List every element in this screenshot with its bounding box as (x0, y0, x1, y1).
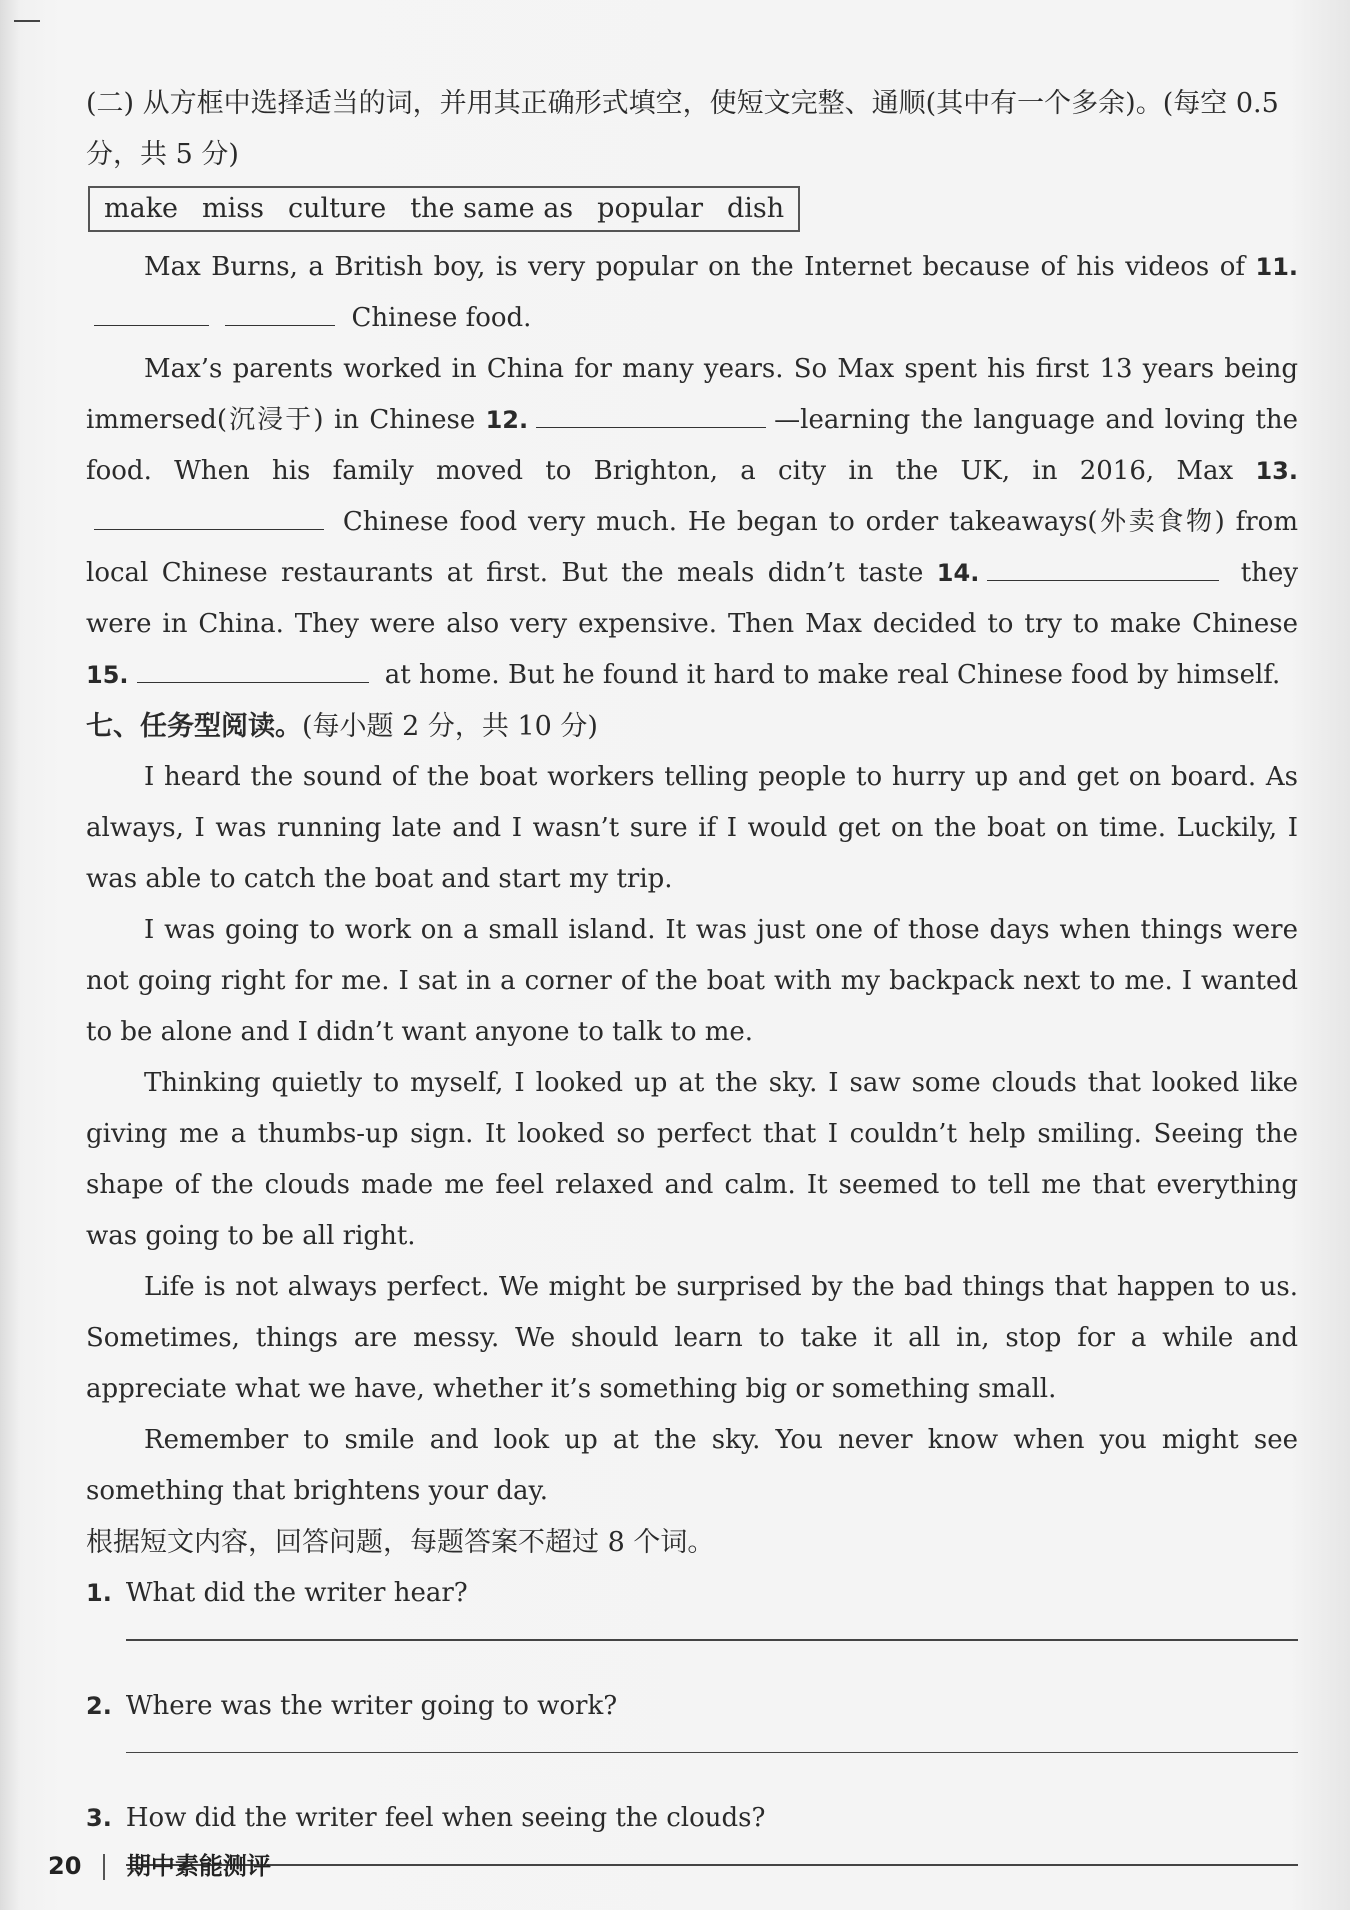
blank-number-14: 14. (936, 559, 980, 587)
cloze-text: they were in China. They were also very expensive. Then Max decided to try to make Chinese (86, 558, 1299, 639)
answer-line-1[interactable] (126, 1639, 1298, 1641)
cloze-text: —learning the language and loving the food. When his family moved to Brighton, a city in the UK, in 2016, Max (86, 405, 1299, 486)
answer-line-3[interactable] (126, 1864, 1298, 1866)
reading-paragraph: Life is not always perfect. We might be surprised by the bad things that happen to us. Sometimes, things are messy. We should learn to take it all in, stop for a while and appreciate what we have, whether it’s something big or something small. (86, 1272, 1298, 1404)
answer-blank-12[interactable] (536, 397, 766, 428)
reading-paragraph: Remember to smile and look up at the sky. You never know when you might see something that brightens your day. (86, 1425, 1298, 1506)
question-text: How did the writer feel when seeing the clouds? (125, 1803, 766, 1833)
word-box-item: miss (202, 193, 264, 224)
section7-title: 七、任务型阅读。 (86, 711, 302, 742)
page-number: 20 (48, 1852, 82, 1880)
cloze-text: Max’s parents worked in China for many years. So Max spent his first 13 years being immersed(沉浸于) in Chinese (86, 354, 1298, 435)
question-instruction: 根据短文内容，回答问题，每题答案不超过 8 个词。 (86, 1527, 715, 1558)
answer-blank-11[interactable] (94, 295, 209, 326)
footer-divider (103, 1854, 105, 1880)
page-content (86, 78, 1298, 1906)
reading-paragraph: Thinking quietly to myself, I looked up at the sky. I saw some clouds that looked like giving me a thumbs-up sign. It looked so perfect that I couldn’t help smiling. Seeing the shape of the clouds made me feel relaxed and calm. It seemed to tell me that everything was going to be all right. (86, 1068, 1298, 1251)
cloze-paragraph-1 (86, 242, 1298, 344)
question-number: 2. (86, 1691, 112, 1720)
blank-number-11: 11. (1255, 253, 1299, 281)
question-number: 1. (86, 1579, 112, 1607)
word-box-item: popular (597, 193, 704, 224)
word-box (88, 186, 800, 232)
word-box-item: make (104, 193, 179, 224)
answer-blank-14[interactable] (987, 550, 1219, 581)
question-item (86, 1681, 1298, 1754)
cloze-text: Chinese food. (351, 303, 532, 333)
section7-heading (86, 701, 1298, 752)
answer-line-2[interactable] (126, 1752, 1298, 1754)
blank-number-12: 12. (485, 406, 529, 434)
answer-blank-15[interactable] (137, 652, 369, 683)
cloze-text: Max Burns, a British boy, is very popular on the Internet because of his videos of (144, 252, 1245, 282)
question-item (86, 1568, 1298, 1641)
cloze-text: at home. But he found it hard to make real Chinese food by himself. (384, 660, 1281, 690)
answer-blank-11-continued[interactable] (225, 295, 335, 326)
cloze-paragraph-2 (86, 344, 1298, 701)
cloze-text: Chinese food very much. He began to order takeaways(外卖食物) from local Chinese restaurants at first. But the meals didn’t taste (86, 507, 1298, 588)
question-text: What did the writer hear? (125, 1578, 468, 1608)
reading-paragraph: I heard the sound of the boat workers telling people to hurry up and get on board. As always, I was running late and I wasn’t sure if I would get on the boat on time. Luckily, I was able to catch the boat and start my trip. (86, 762, 1298, 894)
page-footer (48, 1846, 271, 1881)
blank-number-13: 13. (1255, 457, 1298, 485)
section2-instruction: (二) 从方框中选择适当的词，并用其正确形式填空，使短文完整、通顺(其中有一个多余)。(每空 0.5 分，共 5 分) (86, 88, 1279, 170)
question-number: 3. (86, 1804, 112, 1832)
book-title: 期中素能测评 (126, 1852, 271, 1880)
section7-score-note: (每小题 2 分，共 10 分) (302, 711, 598, 742)
reading-paragraph: I was going to work on a small island. It was just one of those days when things were not going right for me. I sat in a corner of the boat with my backpack next to me. I wanted to be alone and I didn’t want anyone to talk to me. (86, 915, 1298, 1047)
answer-blank-13[interactable] (94, 499, 324, 530)
question-text: Where was the writer going to work? (125, 1690, 618, 1721)
blank-number-15: 15. (86, 661, 129, 689)
word-box-item: dish (727, 193, 785, 224)
corner-mark (14, 20, 40, 22)
word-box-item: the same as (410, 193, 574, 224)
word-box-item: culture (288, 193, 387, 224)
